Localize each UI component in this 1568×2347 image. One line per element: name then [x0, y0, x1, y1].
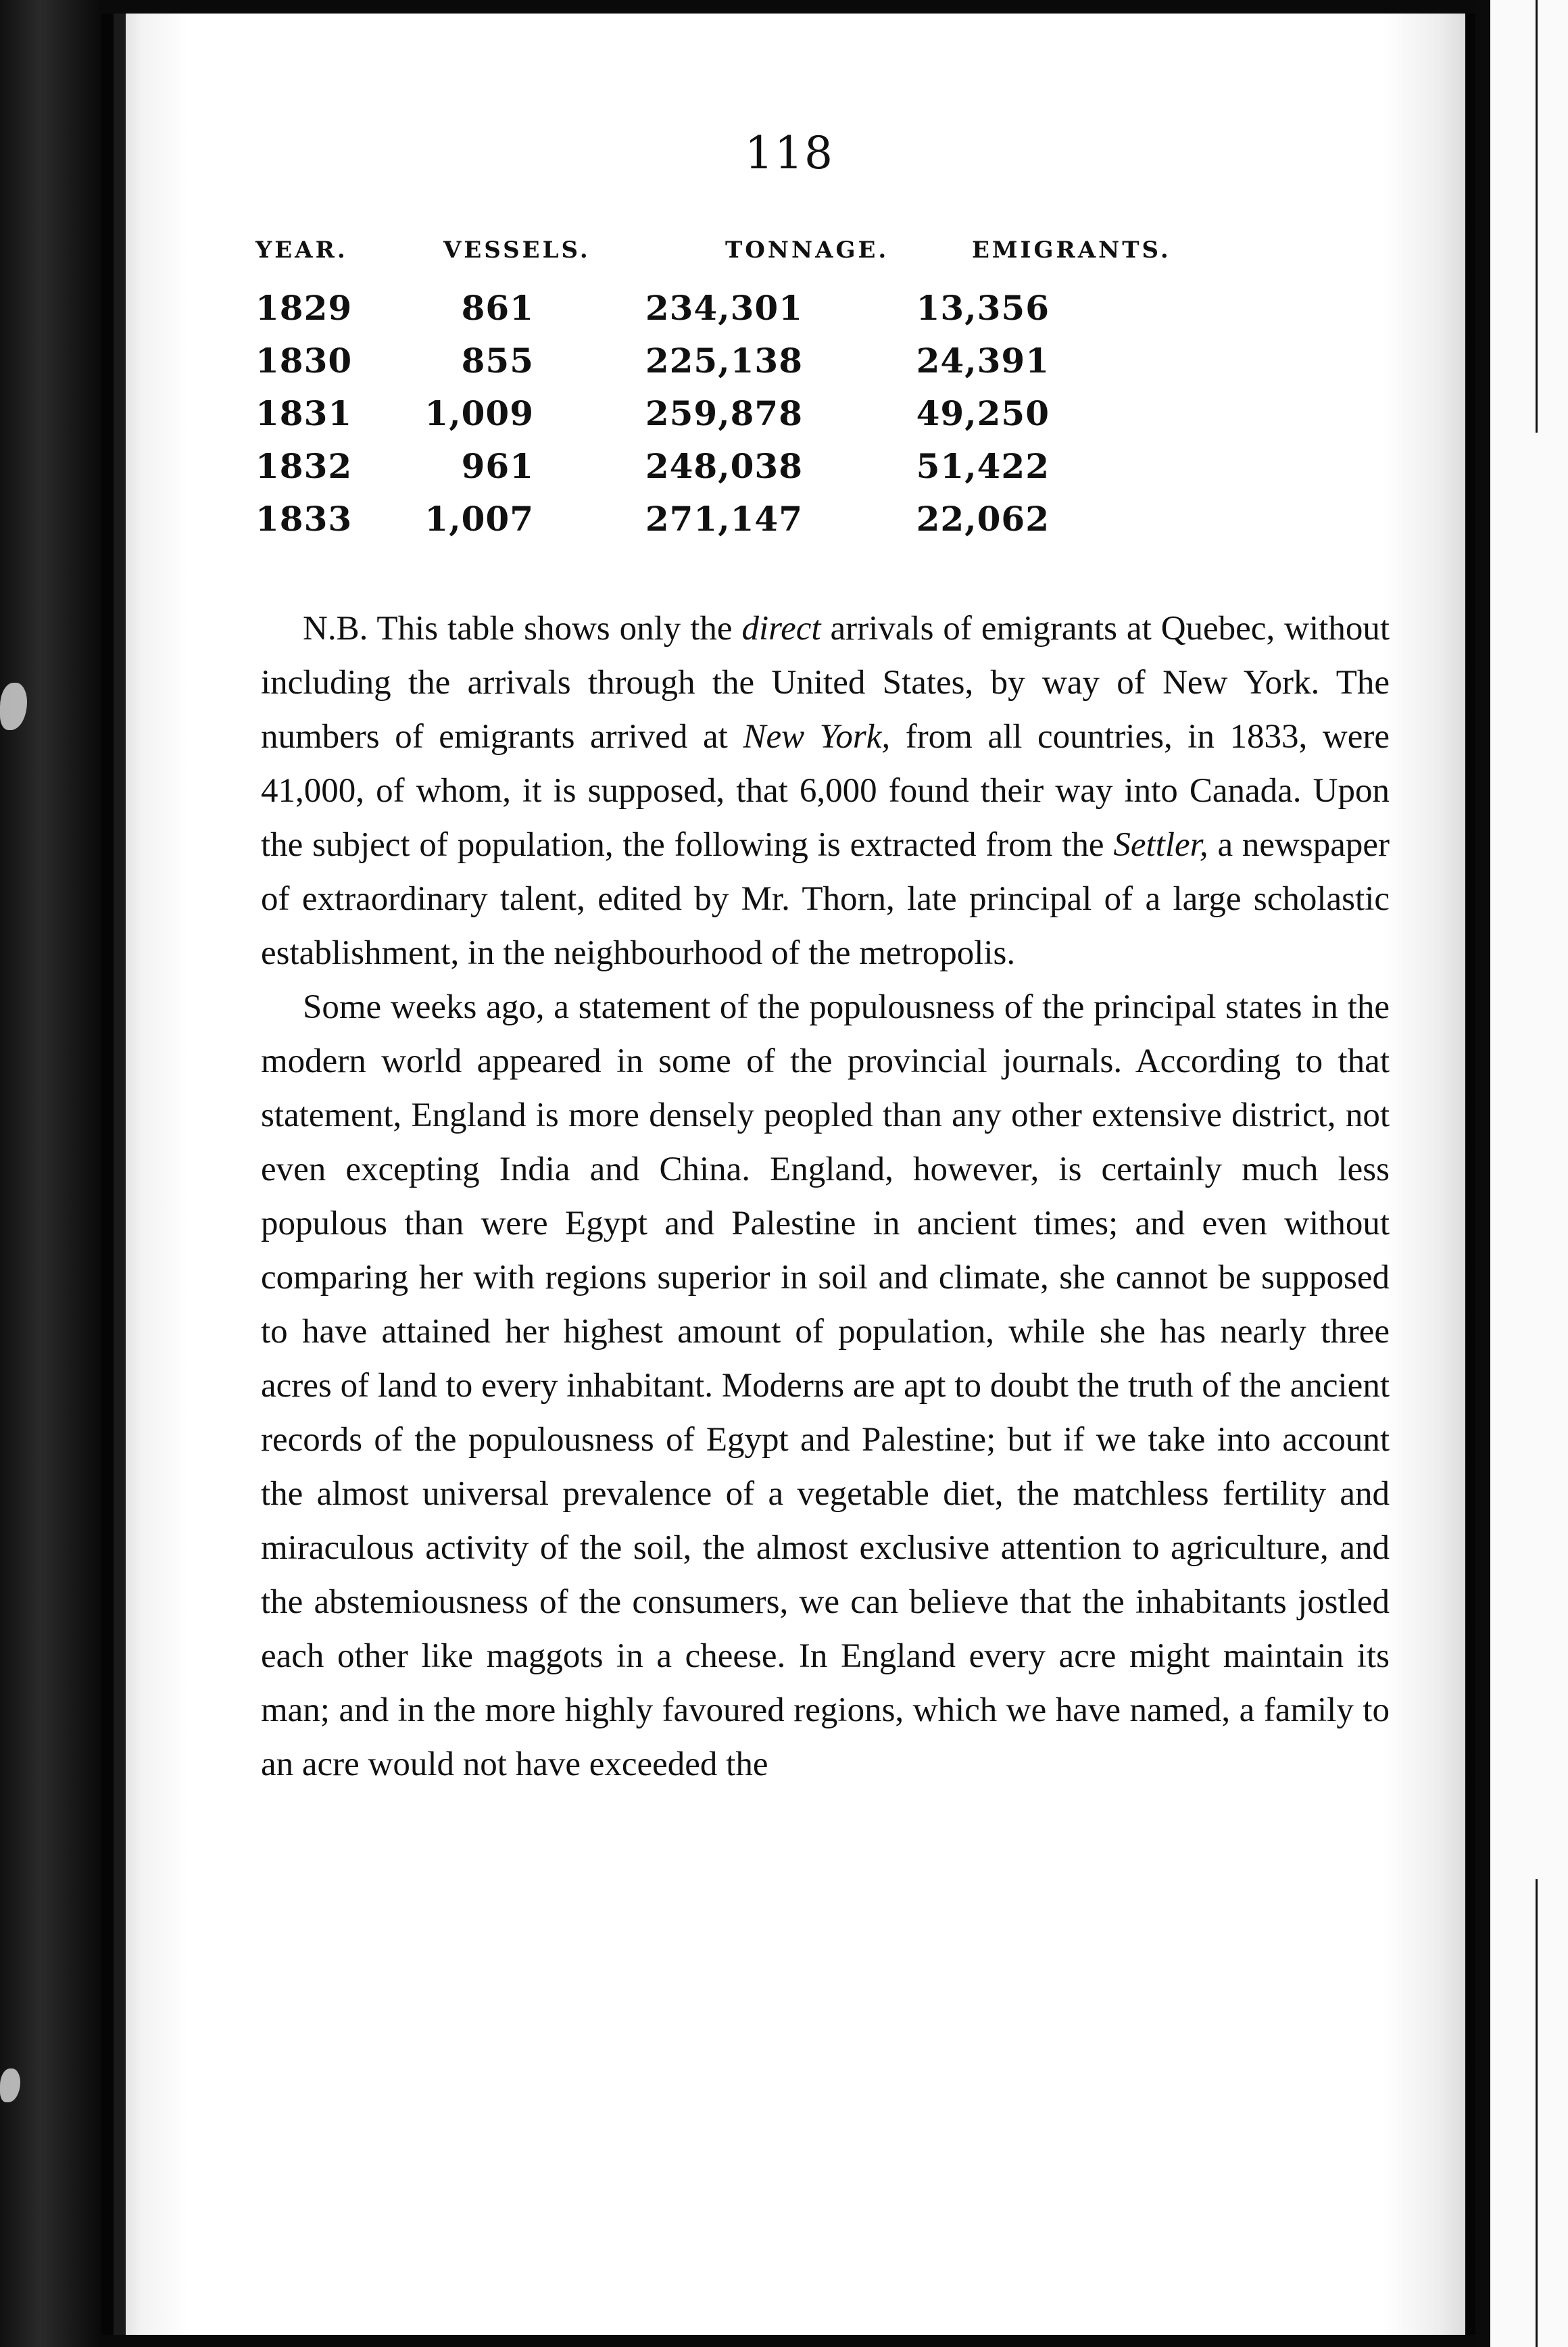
- cell-year: 1833: [255, 499, 353, 539]
- cell-vessels: 861: [461, 288, 534, 328]
- cell-emigrants: 49,250: [916, 393, 1050, 433]
- cell-emigrants: 24,391: [916, 341, 1050, 381]
- note-text: N.B. This table shows only the: [303, 610, 742, 648]
- note-italic-direct: direct: [741, 610, 821, 648]
- header-emigrants: EMIGRANTS.: [972, 237, 1171, 264]
- scan-artifact: [0, 683, 27, 730]
- cell-vessels: 1,009: [424, 393, 534, 433]
- page-gutter-shadow: [114, 14, 126, 2335]
- scan-artifact: [0, 2068, 20, 2102]
- cell-emigrants: 13,356: [916, 288, 1050, 328]
- cell-year: 1830: [255, 341, 353, 381]
- note-text: a newspaper of extraordinary talent, edited by Mr. Thorn, late principal of a large scholastic establishment, in the neighbourhood of the metropolis.: [261, 826, 1390, 972]
- cell-year: 1831: [255, 393, 353, 433]
- body-text: [261, 602, 1390, 1791]
- scan-left-margin: [0, 0, 101, 2347]
- note-italic-settler: Settler,: [1113, 826, 1208, 864]
- cell-year: 1832: [255, 446, 353, 486]
- cell-tonnage: 225,138: [645, 341, 803, 381]
- adjacent-page-strip: [1475, 0, 1568, 2347]
- table-row: [255, 393, 1364, 446]
- book-page: [114, 14, 1465, 2335]
- table-row: [255, 446, 1364, 499]
- table-header-row: [255, 237, 1364, 288]
- page-number: 118: [745, 127, 834, 179]
- table-row: [255, 288, 1364, 341]
- cell-tonnage: 271,147: [645, 499, 803, 539]
- body-paragraph: Some weeks ago, a statement of the populousness of the principal states in the modern world appeared in some of the provincial journals. According to that statement, England is more densely peopled than any other extensive district, not even excepting India and China. England, however, is certainly much less populous than were Egypt and Palestine in ancient times; and even without comparing her with regions superior in soil and climate, she cannot be supposed to have attained her highest amount of population, while she has nearly three acres of land to every inhabitant. Moderns are apt to doubt the truth of the ancient records of the populousness of Egypt and Palestine; but if we take into account the almost universal prevalence of a vegetable diet, the matchless fertility and miraculous activity of the soil, the almost exclusive attention to agriculture, and the abstemiousness of the consumers, we can believe that the inhabitants jostled each other like maggots in a cheese. In England every acre might maintain its man; and in the more highly favoured regions, which we have named, a family to an acre would not have exceeded the: [261, 988, 1390, 1783]
- cell-vessels: 1,007: [424, 499, 534, 539]
- adjacent-page-line: [1536, 1879, 1538, 2347]
- note-text: arrivals of emigrants at Quebec, without including the arrivals through the United States, by way of New York. The numbers of emigrants arrived at: [261, 610, 1390, 756]
- table-row: [255, 499, 1364, 552]
- cell-year: 1829: [255, 288, 353, 328]
- table-row: [255, 341, 1364, 393]
- cell-vessels: 961: [461, 446, 534, 486]
- adjacent-page-line: [1536, 0, 1538, 433]
- note-text: from all countries, in 1833, were 41,000, of whom, it is supposed, that 6,000 found their way into Canada. Upon the subject of population, the following is extracted from the: [261, 718, 1390, 864]
- cell-vessels: 855: [461, 341, 534, 381]
- scan-top-edge: [101, 0, 1490, 14]
- note-paragraph: [261, 602, 1390, 980]
- scan-bottom-edge: [101, 2335, 1490, 2347]
- header-vessels: VESSELS.: [443, 237, 591, 264]
- cell-tonnage: 248,038: [645, 446, 803, 486]
- cell-tonnage: 234,301: [645, 288, 803, 328]
- header-year: YEAR.: [255, 237, 348, 264]
- header-tonnage: TONNAGE.: [725, 237, 889, 264]
- cell-emigrants: 22,062: [916, 499, 1050, 539]
- cell-emigrants: 51,422: [916, 446, 1050, 486]
- note-italic-new-york: New York,: [743, 718, 891, 756]
- cell-tonnage: 259,878: [645, 393, 803, 433]
- emigration-table: [255, 237, 1364, 552]
